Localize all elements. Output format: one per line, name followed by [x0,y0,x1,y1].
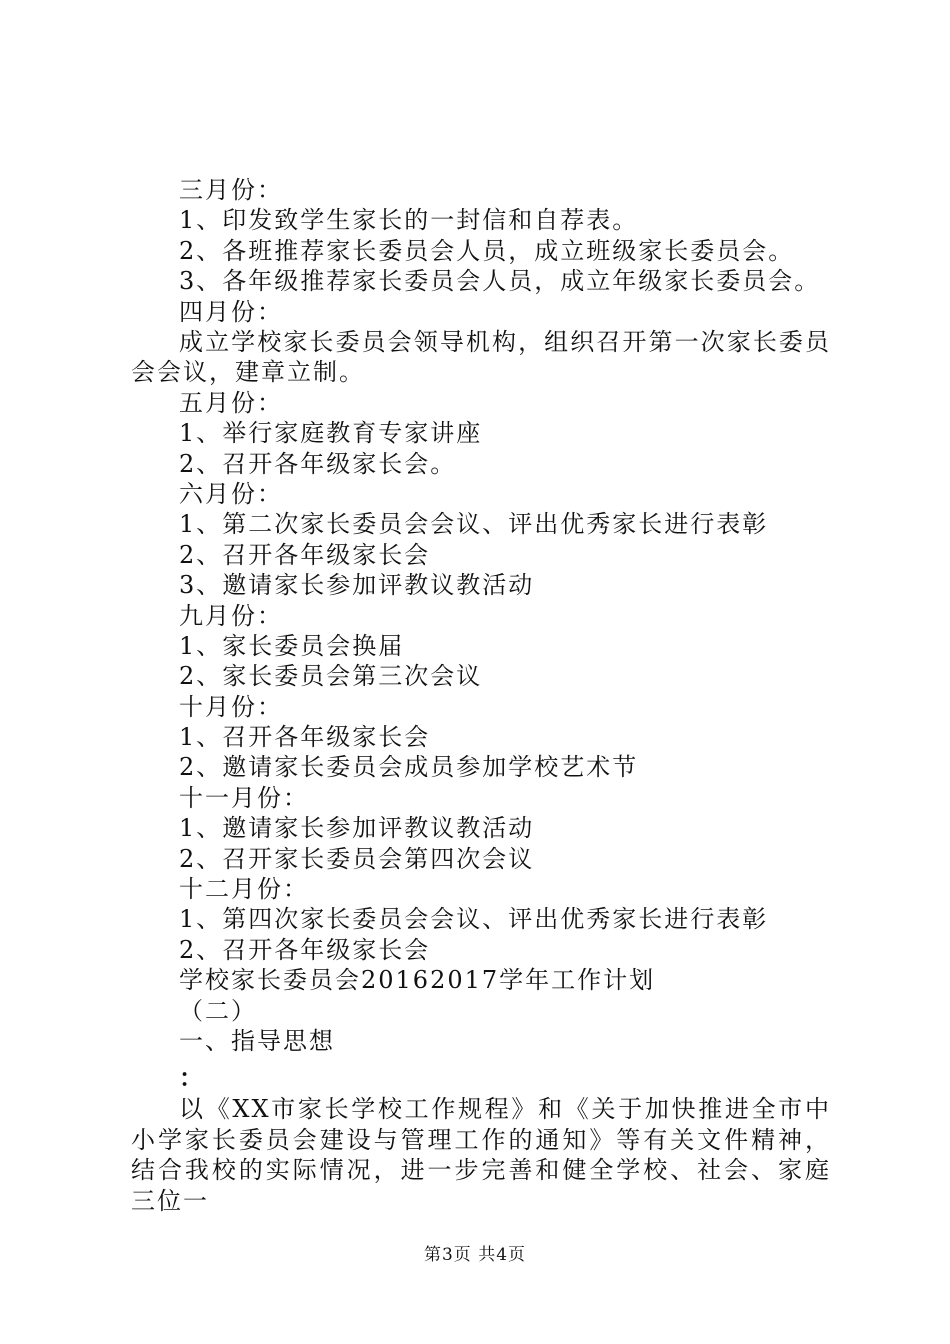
list-item: 1、第二次家长委员会会议、评出优秀家长进行表彰 [179,510,769,539]
list-item: 1、邀请家长参加评教议教活动 [179,814,535,843]
list-item: 2、各班推荐家长委员会人员，成立班级家长委员会。 [179,236,795,265]
month-heading-november: 十一月份： [179,783,309,812]
section-title: 学校家长委员会20162017学年工作计划 [179,966,656,995]
list-item: 2、召开家长委员会第四次会议 [179,844,535,873]
month-heading-december: 十二月份： [179,875,309,904]
paragraph-april: 成立学校家长委员会领导机构，组织召开第一次家长委员会会议，建章立制。 [131,327,831,387]
list-item: 2、召开各年级家长会 [179,935,431,964]
list-item: 3、各年级推荐家长委员会人员，成立年级家长委员会。 [179,267,821,296]
list-item: 1、家长委员会换届 [179,631,405,660]
month-heading-october: 十月份： [179,692,283,721]
document-body [131,175,831,1216]
month-heading-march: 三月份： [179,176,283,204]
list-item: 2、家长委员会第三次会议 [179,662,483,691]
list-item: 3、邀请家长参加评教议教活动 [179,571,535,600]
list-item: 1、召开各年级家长会 [179,723,431,752]
section-heading-guiding-ideology: 一、指导思想 [179,1026,335,1055]
list-item: 2、邀请家长委员会成员参加学校艺术节 [179,753,639,782]
list-item: 1、第四次家长委员会会议、评出优秀家长进行表彰 [179,905,769,934]
colon-line: ： [179,1063,205,1093]
section-subtitle: （二） [179,996,257,1025]
month-heading-june: 六月份： [179,479,283,508]
month-heading-april: 四月份： [179,297,283,326]
page-footer: 第3页 共4页 [423,1245,527,1265]
paragraph-guiding-ideology: 以《XX市家长学校工作规程》和《关于加快推进全市中小学家长委员会建设与管理工作的通知》等有关文件精神，结合我校的实际情况，进一步完善和健全学校、社会、家庭三位一 [131,1095,831,1215]
month-heading-september: 九月份： [179,601,283,630]
month-heading-may: 五月份： [179,388,283,417]
list-item: 1、举行家庭教育专家讲座 [179,419,483,448]
list-item: 2、召开各年级家长会 [179,540,431,569]
list-item: 1、印发致学生家长的一封信和自荐表。 [179,206,639,235]
list-item: 2、召开各年级家长会。 [179,449,457,478]
